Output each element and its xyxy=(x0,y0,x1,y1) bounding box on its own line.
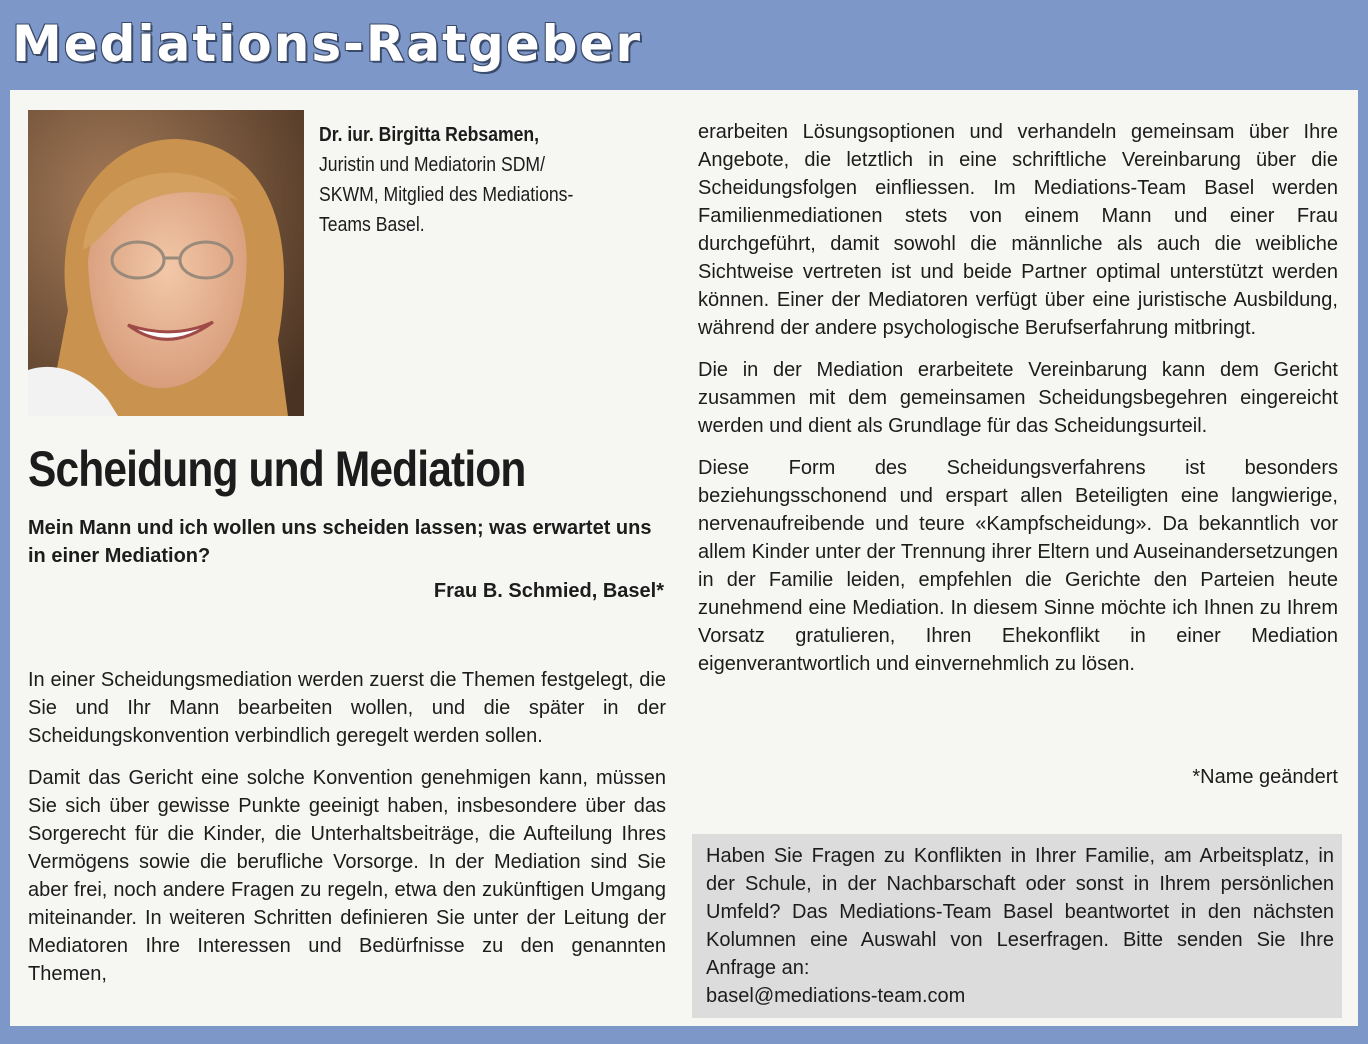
author-name: Dr. iur. Birgitta Rebsamen, xyxy=(319,124,540,146)
contact-box xyxy=(692,834,1342,1018)
article-page xyxy=(10,90,1358,1026)
author-role-line: Juristin und Mediatorin SDM/ xyxy=(319,154,545,176)
question-signature: Frau B. Schmied, Basel* xyxy=(433,580,664,602)
masthead-title: Mediations-Ratgeber xyxy=(12,15,643,73)
portrait-image xyxy=(28,110,304,416)
article-paragraph: Die in der Mediation erarbeitete Vereinbarung kann dem Gericht zusammen mit dem gemeinsamen Scheidungsbegehren eingereicht werden und dient als Grundlage für das Scheidungsurteil. xyxy=(698,359,1338,437)
author-portrait xyxy=(28,110,304,416)
article-headline: Scheidung und Mediation xyxy=(28,441,526,497)
article-column-left xyxy=(28,666,666,1002)
author-byline xyxy=(319,120,609,240)
article-paragraph: In einer Scheidungsmediation werden zuerst die Themen festgelegt, die Sie und Ihr Mann bearbeiten wollen, und die später in der Scheidungskonvention verbindlich geregelt werden sollen. xyxy=(28,669,666,747)
footnote: *Name geändert xyxy=(1192,766,1338,788)
article-paragraph: erarbeiten Lösungsoptionen und verhandeln gemeinsam über Ihre Angebote, die letztlich in eine schriftliche Vereinbarung über die Scheidungsfolgen einfliessen. Im Mediations-Team Basel werden Familienmediationen stets von einem Mann und einer Frau durchgeführt, damit sowohl die männliche als auch die weibliche Sichtweise vertreten ist und beide Partner optimal unterstützt werden können. Einer der Mediatoren verfügt über eine juristische Ausbildung, während der andere psychologische Berufserfahrung mitbringt. xyxy=(698,121,1338,339)
reader-question: Mein Mann und ich wollen uns scheiden lassen; was erwartet uns in einer Mediation? xyxy=(28,517,652,567)
author-role-line: Teams Basel. xyxy=(319,214,425,236)
contact-text: Haben Sie Fragen zu Konflikten in Ihrer Familie, am Arbeitsplatz, in der Schule, in der Nachbarschaft oder sonst in Ihrem persönlichen Umfeld? Das Mediations-Team Basel beantwortet in den nächsten Kolumnen eine Auswahl von Leserfragen. Bitte senden Sie Ihre Anfrage an: xyxy=(706,845,1334,979)
contact-email-link[interactable]: basel@mediations-team.com xyxy=(706,985,966,1007)
article-paragraph: Diese Form des Scheidungsverfahrens ist besonders beziehungsschonend und erspart allen Beteiligten eine langwierige, nervenaufreibende und teure «Kampfscheidung». Da bekanntlich vor allem Kinder unter der Trennung ihrer Eltern und Auseinandersetzungen in der Familie leiden, empfehlen die Gerichte den Parteien heute zunehmend eine Mediation. In diesem Sinne möchte ich Ihnen zu Ihrem Vorsatz gratulieren, Ihren Ehekonflikt in einer Mediation eigenverantwortlich und einvernehmlich zu lösen. xyxy=(698,457,1338,675)
article-paragraph: Damit das Gericht eine solche Konvention genehmigen kann, müssen Sie sich über gewisse Punkte geeinigt haben, insbesondere über das Sorgerecht für die Kinder, die Unterhaltsbeiträge, die Aufteilung Ihres Vermögens sowie die berufliche Vorsorge. In der Mediation sind Sie aber frei, noch andere Fragen zu regeln, etwa den zukünftigen Umgang miteinander. In weiteren Schritten definieren Sie unter der Leitung der Mediatoren Ihre Interessen und Bedürfnisse zu den genannten Themen, xyxy=(28,767,666,985)
author-role-line: SKWM, Mitglied des Mediations- xyxy=(319,184,574,206)
article-column-right xyxy=(698,118,1338,692)
